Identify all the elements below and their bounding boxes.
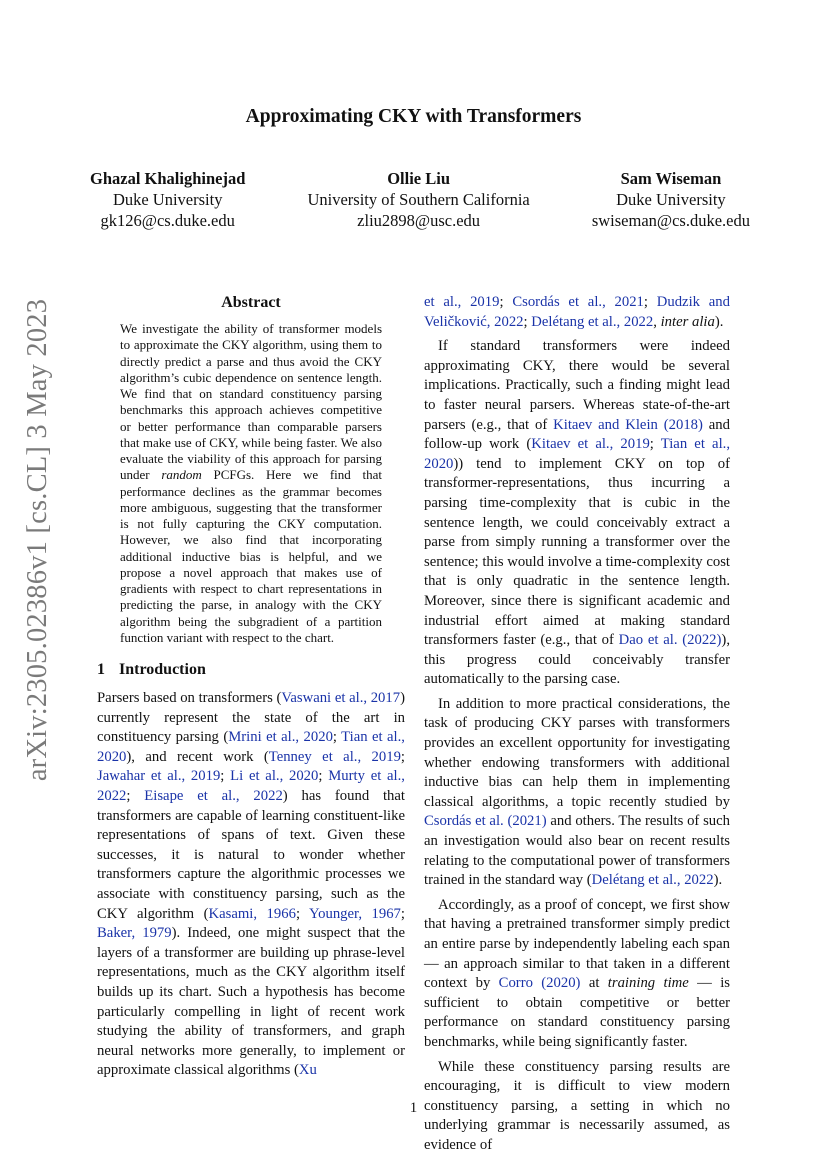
citation-link[interactable]: Baker, 1979 [97,925,172,942]
author-name: Ollie Liu [387,169,451,188]
citation-link[interactable]: Corro (2020) [498,975,581,992]
citation-link[interactable]: Tenney et al., 2019 [268,748,401,765]
author-3 [592,168,750,231]
arxiv-identifier: arXiv:2305.02386v1 [cs.CL] 3 May 2023 [22,298,53,782]
author-affiliation: Duke University [616,190,726,209]
citation-link[interactable]: Csordás et al. (2021) [424,813,547,830]
arxiv-watermark [8,298,68,782]
author-2 [307,168,529,231]
author-affiliation: Duke University [112,190,223,209]
author-affiliation: University of Southern California [307,190,530,209]
citation-link[interactable]: Jawahar et al., 2019 [97,768,221,785]
page-number: 1 [409,1100,418,1116]
author-block [90,168,750,231]
citation-link[interactable]: Dao et al. (2022) [618,632,722,649]
intro-paragraph-3: In addition to more practical considerations, the task of producing CKY parses with transformers provides an excellent opportunity for investigating whether endowing transformers with additional inductive bias can help them in implementing classical algorithms, a topic recently studied by Csordás et al. (2021) and others. The results of such an investigation would also bear on recent results relating to the computational power of transformers trained in the standard way (Delétang et al., 2022). [424,695,730,889]
citation-link[interactable]: Dudzik and Veličković, 2022 [424,294,730,330]
citation-link[interactable]: Csordás et al., 2021 [512,294,644,310]
citation-link[interactable]: Vaswani et al., 2017 [281,690,401,706]
citation-link[interactable]: Li et al., 2020 [230,768,319,785]
citation-link[interactable]: Kitaev and Klein (2018) [553,416,703,433]
author-1 [90,168,245,231]
section-title: Introduction [119,661,206,678]
intro-paragraph-continued: et al., 2019; Csordás et al., 2021; Dudzik and Veličković, 2022; Delétang et al., 2022, inter alia). [424,294,730,330]
citation-link[interactable]: et al., 2019 [424,294,500,310]
intro-paragraph-1: Parsers based on transformers (Vaswani et al., 2017) currently represent the state of the art in constituency parsing (Mrini et al., 2020; Tian et al., 2020), and recent work (Tenney et al., 2019; Jawahar et al., 2019; Li et al., 2020; Murty et al., 2022; Eisape et al., 2022) has found that transformers are capable of learning constituent-like representations of spans of text. Given these successes, it is natural to wonder whether transformers capture the algorithmic processes we associate with constituency parsing, such as the CKY algorithm (Kasami, 1966; Younger, 1967; Baker, 1979). Indeed, one might suspect that the layers of a transformer are building up phrase-level representations, much as the CKY algorithm itself builds up its chart. Such a hypothesis has become particularly compelling in light of recent work studying the ability of transformers, and graph neural networks more generally, to implement or approximate classical algorithms (Xu [97,690,406,1079]
citation-link[interactable]: Kitaev et al., 2019 [531,436,650,453]
citation-link[interactable]: Eisape et al., 2022 [144,787,283,804]
right-column [424,294,730,1161]
citation-link[interactable]: Murty et al., 2022 [97,768,405,804]
author-name: Ghazal Khalighinejad [90,169,246,188]
section-number: 1 [97,661,105,678]
citation-link[interactable]: Delétang et al., 2022 [591,872,714,889]
paper-title: Approximating CKY with Transformers [245,106,582,127]
citation-link[interactable]: Xu [298,1062,317,1079]
citation-link[interactable]: Delétang et al., 2022 [531,313,654,330]
abstract-text: We investigate the ability of transformer models to approximate the CKY algorithm, using them to directly predict a parse and thus avoid the CKY algorithm’s cubic dependence on sentence length. We find that on standard constituency parsing benchmarks this approach achieves competitive or better performance than comparable parsers that make use of CKY, while being faster. We also evaluate the viability of this approach for parsing under random PCFGs. Here we find that performance declines as the grammar becomes more ambiguous, suggesting that the transformer is not fully capturing the CKY computation. However, we also find that incorporating additional inductive bias is helpful, and we propose a novel approach that makes use of gradients with respect to chart representations in predicting the parse, in analogy with the CKY algorithm being the subgradient of a partition function variant with respect to the chart. [120,321,382,645]
citation-link[interactable]: Tian et al., 2020 [424,436,730,472]
intro-paragraph-5: While these constituency parsing results are encouraging, it is difficult to view modern constituency parsing, a setting in which no underlying grammar is necessarily assumed, as evidence of [424,1058,730,1153]
intro-paragraph-4: Accordingly, as a proof of concept, we first show that having a pretrained transformer simply predict an entire parse by independently labeling each span — an approach similar to that taken in a different context by Corro (2020) at training time — is sufficient to obtain competitive or better performance on standard constituency parsing benchmarks, while being significantly faster. [424,896,731,1050]
section-heading-introduction [97,661,405,679]
left-column [97,294,405,1086]
author-email: gk126@cs.duke.edu [100,211,235,230]
author-email: zliu2898@usc.edu [357,211,481,230]
citation-link[interactable]: Kasami, 1966 [208,905,296,922]
citation-link[interactable]: Tian et al., 2020 [97,729,405,765]
abstract-heading: Abstract [221,294,281,311]
intro-paragraph-2: If standard transformers were indeed approximating CKY, there would be several implications. Practically, such a finding might lead to faster neural parsers. Whereas state-of-the-art parsers (e.g., that of Kitaev and Klein (2018) and follow-up work (Kitaev et al., 2019; Tian et al., 2020)) tend to implement CKY on top of transformer-representations, thus incurring a parsing time-complexity that is cubic in the sentence length, we could conceivably extract a parse from simply running a transformer over the sentence; this would involve a time-complexity cost that is only quadratic in the sentence length. Moreover, since there is significant academic and industrial effort aimed at making standard transformers faster (e.g., that of Dao et al. (2022)), this progress could conceivably transfer automatically to the parsing case. [424,338,730,688]
citation-link[interactable]: Mrini et al., 2020 [228,729,333,746]
author-email: swiseman@cs.duke.edu [591,211,750,230]
citation-link[interactable]: Younger, 1967 [309,905,401,922]
author-name: Sam Wiseman [620,169,722,188]
